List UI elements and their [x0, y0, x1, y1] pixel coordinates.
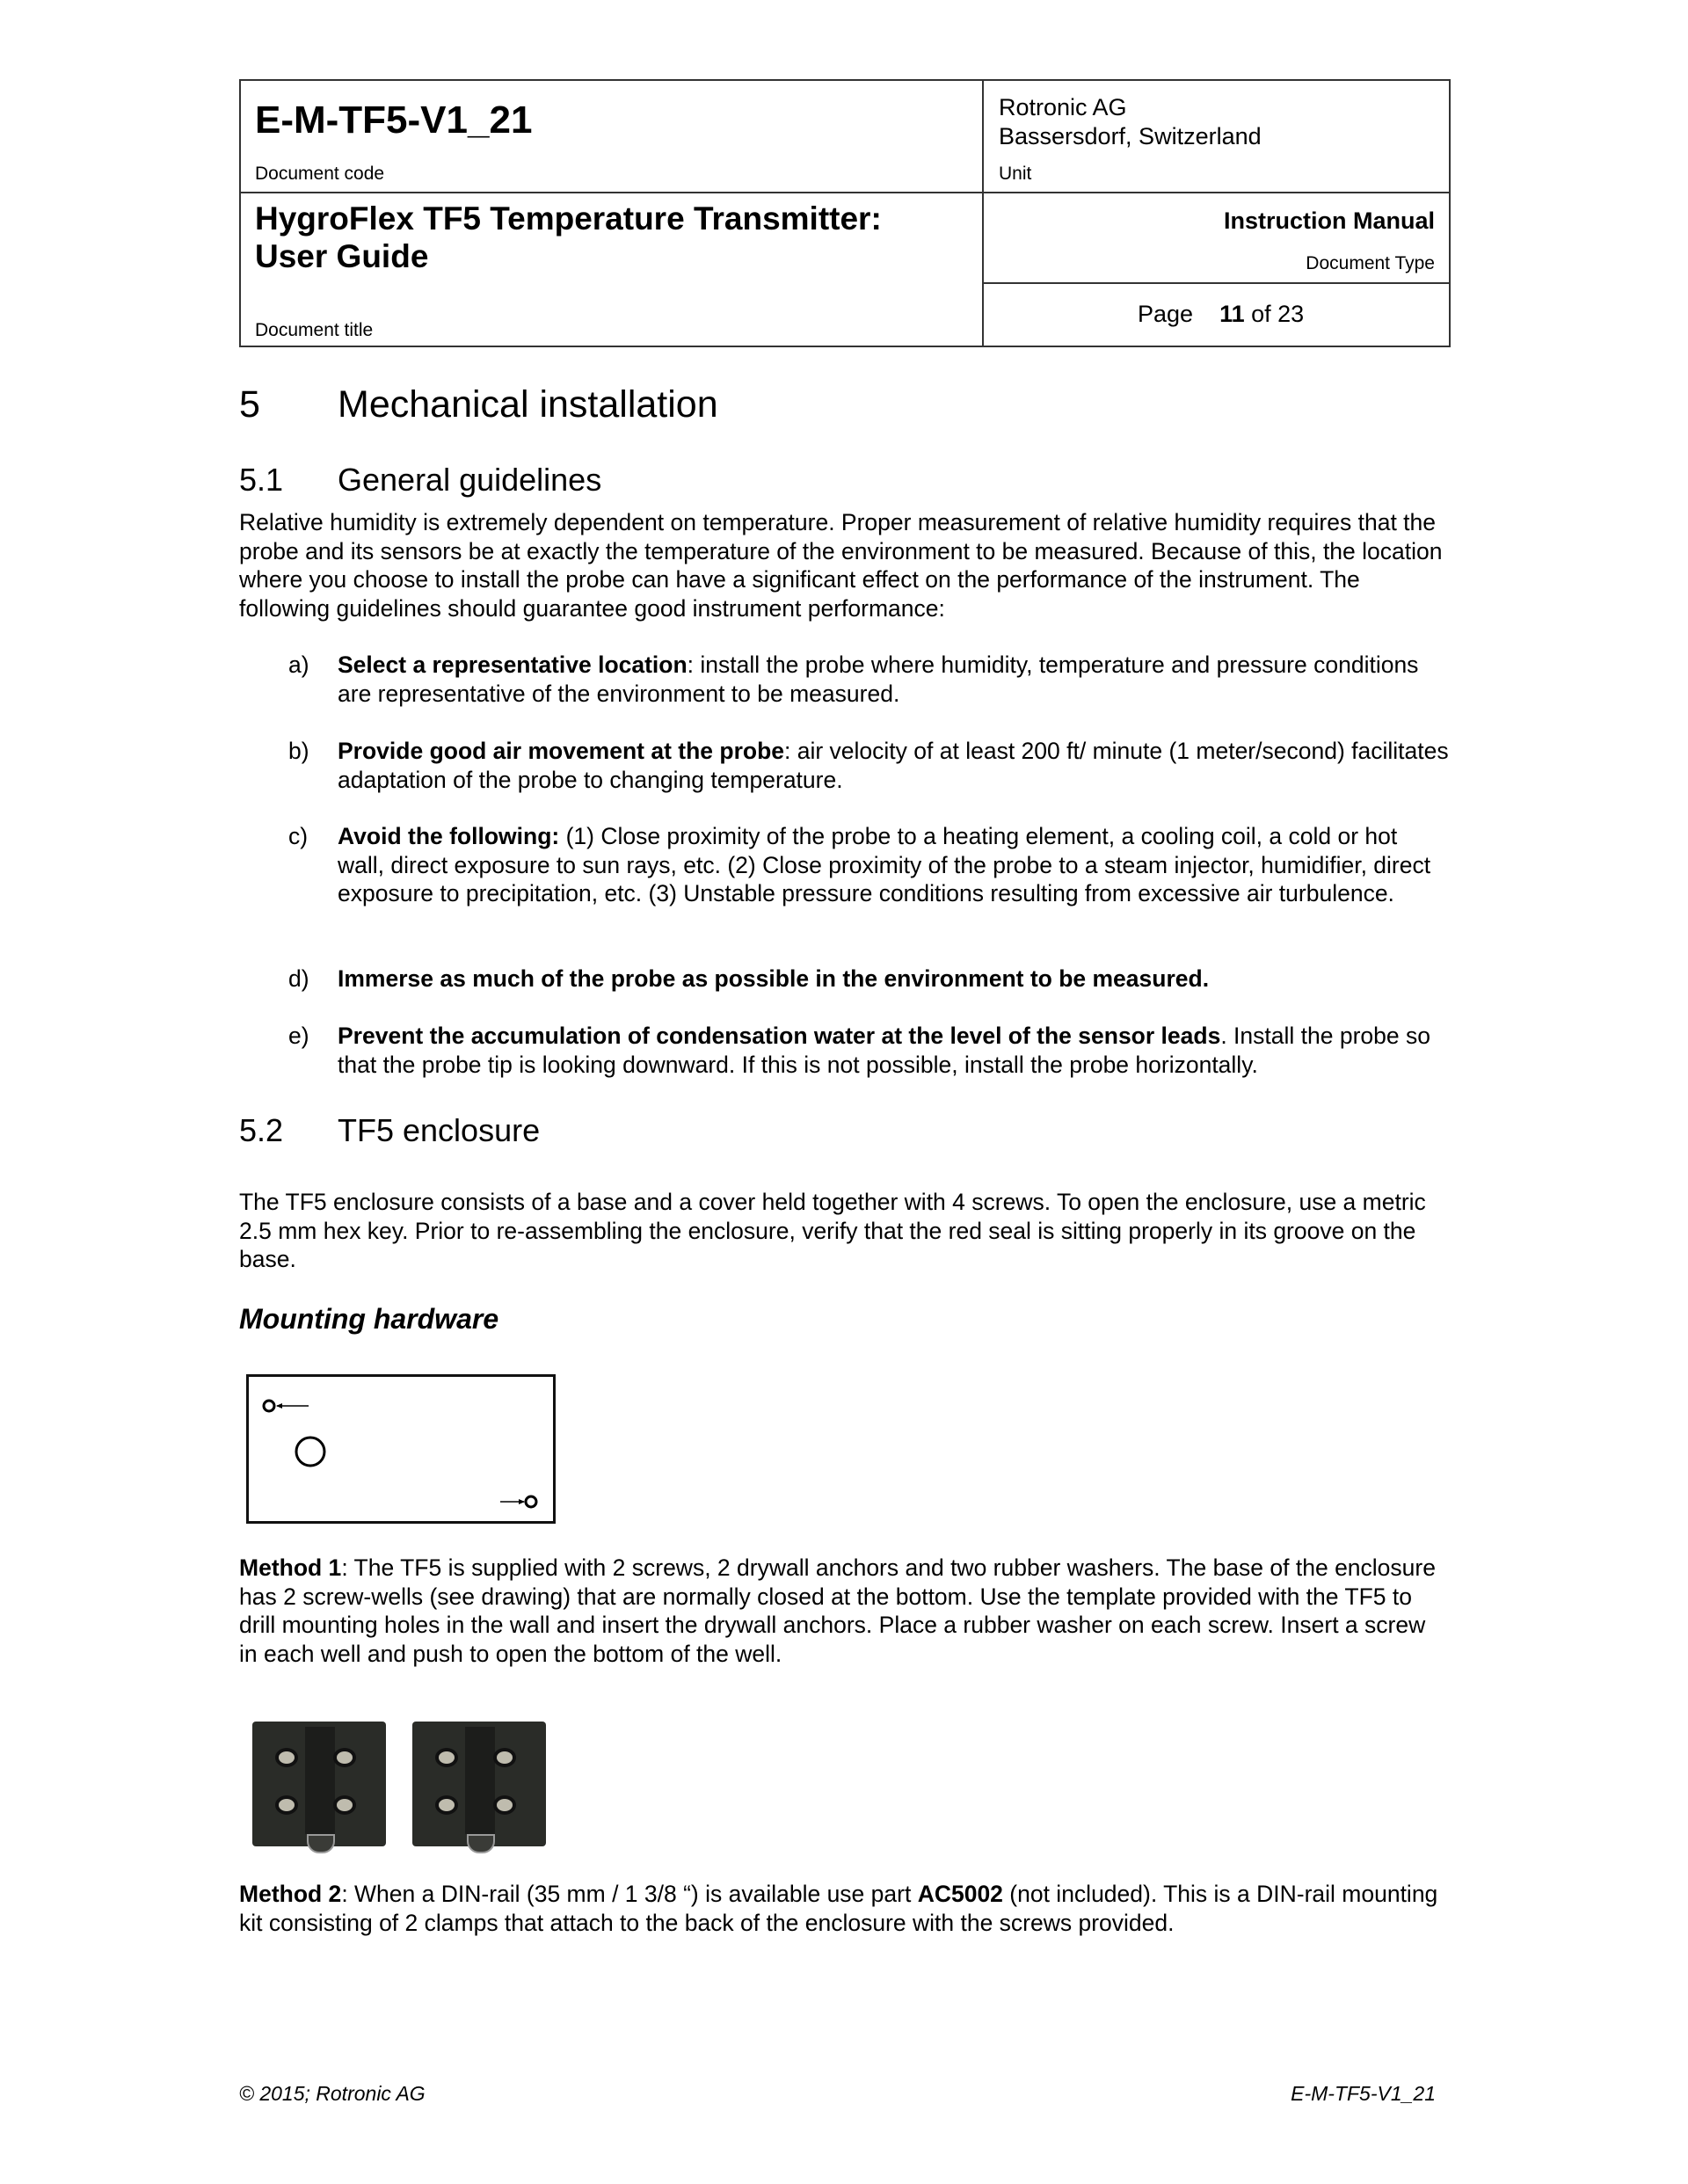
item-bold: Immerse as much of the probe as possible in the environment to be measured. — [338, 965, 1210, 992]
item-text: : air velocity of at least 200 ft/ minute (1 meter/second) facilitates adaptation of the probe to changing temperature. — [338, 738, 1449, 793]
screw-well-drawing — [246, 1374, 556, 1524]
method-2-label: Method 2 — [239, 1881, 342, 1907]
company-name: Rotronic AG — [999, 94, 1127, 120]
item-bold: Provide good air movement at the probe — [338, 738, 785, 764]
enclosure-intro: The TF5 enclosure consists of a base and a cover held together with 4 screws. To open the enclosure, use a metric 2.5 mm hex key. Prior to re-assembling the enclosure, verify that the red seal is sitting properly in its groove on the base. — [239, 1189, 1426, 1272]
section-number: 5.1 — [239, 462, 284, 498]
method-2-description: : When a DIN-rail (35 mm / 1 3/8 “) is available use part — [341, 1881, 918, 1907]
item-bold: Select a representative location — [338, 652, 688, 678]
title-line: HygroFlex TF5 Temperature Transmitter: — [255, 200, 882, 237]
item-bold: Avoid the following: — [338, 823, 560, 849]
document-title — [255, 200, 882, 275]
method-1-description: : The TF5 is supplied with 2 screws, 2 drywall anchors and two rubber washers. The base of the enclosure has 2 screw-wells (see drawing) that are normally closed at the bottom. Use the template provided with the TF5 to drill mounting holes in the wall and insert the drywall anchors. Place a rubber washer on each screw. Insert a screw in each well and push to open the bottom of the well. — [239, 1554, 1436, 1667]
document-header-table — [239, 79, 1451, 347]
section-title: TF5 enclosure — [338, 1112, 541, 1148]
section-title: General guidelines — [338, 462, 602, 498]
footer-copyright: © 2015; Rotronic AG — [239, 2082, 426, 2105]
company-block — [999, 93, 1262, 151]
document-type: Instruction Manual — [1223, 207, 1435, 234]
document-code: E-M-TF5-V1_21 — [255, 98, 533, 142]
page-indicator — [1138, 301, 1304, 328]
method-2-text — [239, 1880, 1448, 1937]
guidelines-intro: Relative humidity is extremely dependent on temperature. Proper measurement of relative humidity requires that the probe and its sensors be at exactly the temperature of the environment to be measured. Because of this, the location where you choose to install the probe can have a significant effect on the performance of the instrument. The following guidelines should guarantee good instrument performance: — [239, 509, 1443, 622]
document-title-label: Document title — [255, 320, 374, 340]
item-letter: e) — [288, 1023, 309, 1049]
item-letter: d) — [288, 965, 309, 992]
section-number: 5.2 — [239, 1112, 284, 1148]
section-5-2-heading — [239, 1112, 1118, 1151]
item-letter: a) — [288, 652, 309, 678]
footer-doc-code: E-M-TF5-V1_21 — [1291, 2082, 1436, 2105]
section-5-1-heading — [239, 462, 1118, 500]
din-rail-clamp-image — [412, 1722, 546, 1846]
item-bold: Prevent the accumulation of condensation water at the level of the sensor leads — [338, 1023, 1221, 1049]
unit-label: Unit — [999, 164, 1032, 184]
screw-well-diagram-icon — [249, 1377, 553, 1521]
method-1-text — [239, 1554, 1448, 1668]
document-type-label: Document Type — [1306, 253, 1435, 273]
section-5-heading — [239, 383, 1118, 429]
din-rail-clamp-image — [252, 1722, 386, 1846]
item-letter: b) — [288, 738, 309, 764]
company-location: Bassersdorf, Switzerland — [999, 123, 1262, 149]
divider — [982, 81, 984, 346]
item-text: . Install the probe so that the probe tip is looking downward. If this is not possible, install the probe horizontally. — [338, 1023, 1430, 1078]
divider — [982, 282, 1449, 284]
section-number: 5 — [239, 383, 260, 426]
method-1-label: Method 1 — [239, 1554, 342, 1581]
mounting-hardware-heading: Mounting hardware — [239, 1303, 499, 1335]
page-total: of 23 — [1251, 301, 1305, 327]
item-text: : install the probe where humidity, temperature and pressure conditions are representative of the environment to be measured. — [338, 652, 1419, 707]
section-title: Mechanical installation — [338, 383, 718, 426]
page-label: Page — [1138, 301, 1194, 327]
divider — [241, 192, 1449, 193]
item-text: (1) Close proximity of the probe to a heating element, a cooling coil, a cold or hot wall, direct exposure to sun rays, etc. (2) Close proximity of the probe to a steam injector, humidifier, direct exposure to precipitation, etc. (3) Unstable pressure conditions resulting from excessive air turbulence. — [338, 823, 1431, 906]
title-line: User Guide — [255, 238, 429, 274]
item-letter: c) — [288, 823, 309, 849]
part-number: AC5002 — [917, 1881, 1003, 1907]
document-code-label: Document code — [255, 164, 385, 184]
method-2-description-cont: (not included). This is a DIN-rail mounting kit consisting of 2 clamps that attach to the back of the enclosure with the screws provided. — [239, 1881, 1438, 1936]
page-number: 11 — [1219, 301, 1245, 327]
